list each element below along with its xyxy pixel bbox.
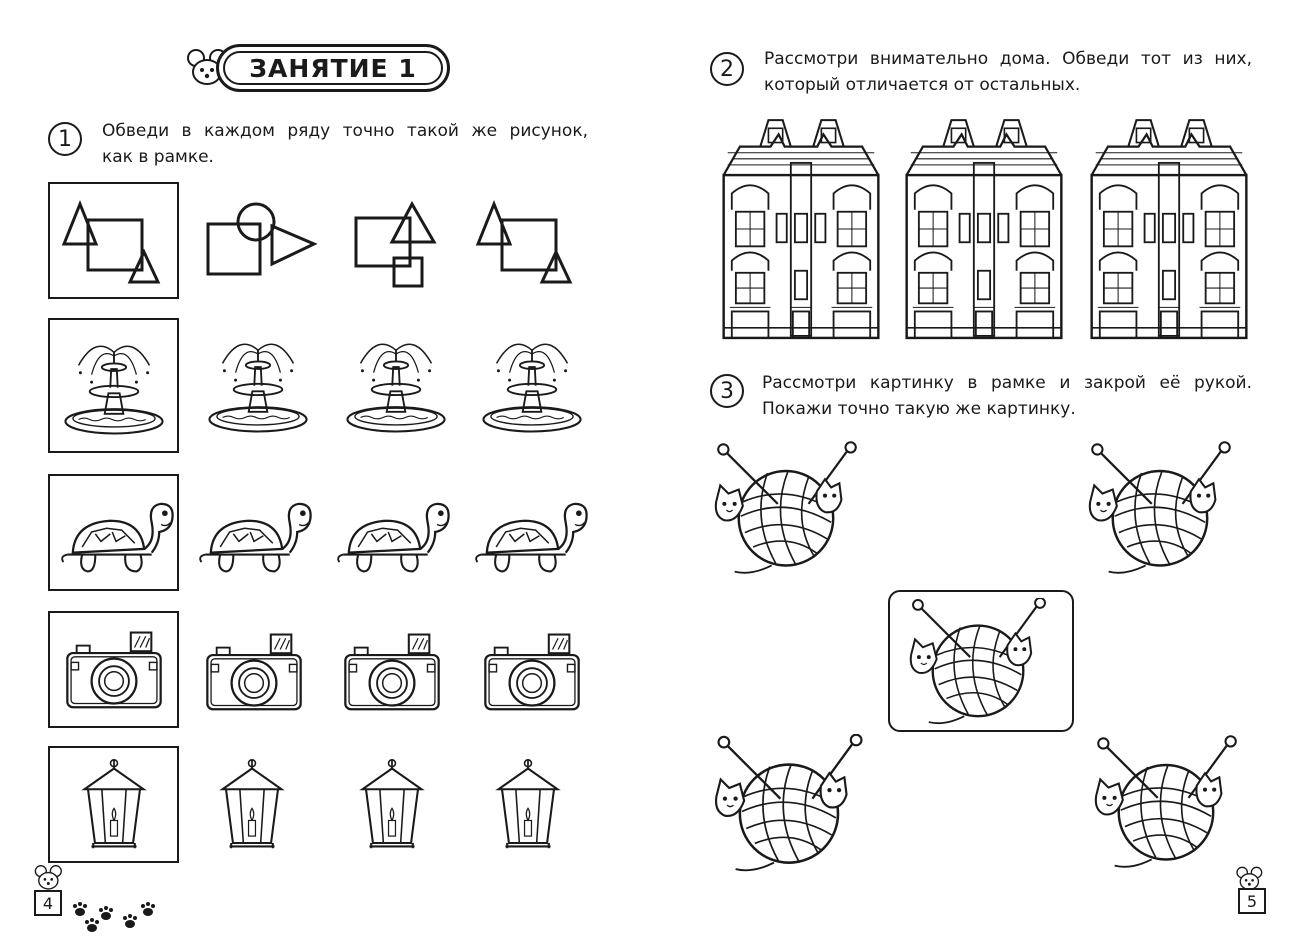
fountain-reference[interactable] <box>58 324 170 444</box>
fountain-option-2[interactable] <box>340 322 452 442</box>
task-3-line-2: Покажи точно такую же картинку. <box>762 399 1076 419</box>
lantern-option-3[interactable] <box>476 752 580 856</box>
task-3-instructions <box>762 370 1252 422</box>
camera-option-2[interactable] <box>336 620 448 720</box>
task-number-2: 2 <box>710 52 744 86</box>
shapes-option-3[interactable] <box>474 196 582 288</box>
camera-option-3[interactable] <box>476 620 588 720</box>
yarn-option-top-right[interactable] <box>1084 440 1238 578</box>
lesson-banner <box>186 42 456 98</box>
yarn-option-top-left[interactable] <box>710 440 864 578</box>
cat-icon <box>34 864 64 892</box>
paw-icon <box>84 918 100 932</box>
yarn-option-bottom-right[interactable] <box>1090 734 1244 872</box>
shapes-option-1[interactable] <box>202 196 320 288</box>
task-1-instructions <box>102 118 588 170</box>
page-number-left: 4 <box>34 890 62 916</box>
fountain-option-3[interactable] <box>476 322 588 442</box>
task-2-line-2: который отличается от остальных. <box>764 75 1081 95</box>
yarn-option-bottom-left[interactable] <box>710 734 870 874</box>
task-1-line-2: как в рамке. <box>102 147 214 167</box>
task-number-3: 3 <box>710 374 744 408</box>
turtle-option-2[interactable] <box>330 484 454 580</box>
shapes-option-2[interactable] <box>350 196 450 288</box>
task-2-line-1: Рассмотри внимательно дома. Обведи тот из них, <box>764 49 1252 69</box>
yarn-reference[interactable] <box>904 598 1054 726</box>
lesson-title: ЗАНЯТИЕ 1 <box>249 53 417 83</box>
page-number-right: 5 <box>1238 888 1266 914</box>
fountain-option-1[interactable] <box>202 322 314 442</box>
paw-icon <box>98 906 114 920</box>
house-2[interactable] <box>901 112 1067 342</box>
task-3-line-1: Рассмотри картинку в рамке и закрой её рукой. <box>762 373 1252 393</box>
camera-option-1[interactable] <box>198 620 310 720</box>
lantern-option-1[interactable] <box>200 752 304 856</box>
house-3[interactable] <box>1086 112 1252 342</box>
task-number-1: 1 <box>48 122 82 156</box>
task-1-line-1: Обведи в каждом ряду точно такой же рисунок, <box>102 121 588 141</box>
paw-icon <box>140 902 156 916</box>
turtle-option-3[interactable] <box>468 484 592 580</box>
house-1[interactable] <box>718 112 884 342</box>
paw-icon <box>72 902 88 916</box>
lantern-option-2[interactable] <box>340 752 444 856</box>
turtle-option-1[interactable] <box>192 484 316 580</box>
camera-reference[interactable] <box>58 618 170 718</box>
paw-icon <box>122 914 138 928</box>
turtle-reference[interactable] <box>54 484 178 580</box>
shapes-reference[interactable] <box>60 196 166 288</box>
lantern-reference[interactable] <box>62 752 166 856</box>
task-2-instructions <box>764 46 1252 98</box>
